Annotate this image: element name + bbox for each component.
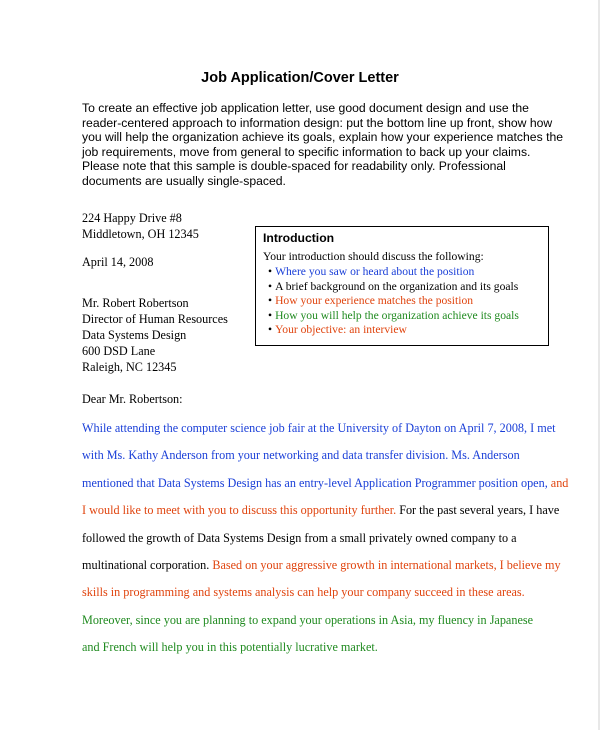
bullet-icon: • xyxy=(268,279,273,293)
letter-date xyxy=(82,254,153,270)
recipient-company: Data Systems Design xyxy=(82,328,187,342)
bullet-icon: • xyxy=(268,308,273,322)
body-line: mentioned that Data Systems Design has an entry-level Application Programmer position open, and xyxy=(82,475,569,490)
instructions-line: Please note that this sample is double-spaced for readability only. Professional xyxy=(82,159,506,174)
bullet-icon: • xyxy=(268,323,273,337)
date-text: April 14, 2008 xyxy=(82,255,154,269)
callout-list-item: • Where you saw or heard about the position xyxy=(268,265,475,278)
bullet-icon: • xyxy=(268,294,273,308)
instructions-line: you will help the organization achieve its goals, explain how your experience matches the xyxy=(82,130,564,145)
recipient-address xyxy=(82,295,228,375)
callout-lead: Your introduction should discuss the following: xyxy=(263,250,484,263)
body-line: Moreover, since you are planning to expand your operations in Asia, my fluency in Japanese xyxy=(82,612,534,627)
introduction-callout-box xyxy=(255,226,549,346)
body-line: followed the growth of Data Systems Design from a small privately owned company to a xyxy=(82,530,517,545)
instructions-paragraph xyxy=(82,101,562,189)
callout-list-item: • A brief background on the organization and its goals xyxy=(268,279,519,293)
sender-street: 224 Happy Drive #8 xyxy=(82,211,182,225)
letter-body-paragraph xyxy=(82,418,569,665)
body-line: While attending the computer science job fair at the University of Dayton on April 7, 2008, I met xyxy=(82,421,556,435)
document-title: Job Application/Cover Letter xyxy=(201,70,399,86)
sender-city: Middletown, OH 12345 xyxy=(82,227,199,241)
body-line: with Ms. Kathy Anderson from your networking and data transfer division. Ms. Anderson xyxy=(82,448,520,463)
recipient-street: 600 DSD Lane xyxy=(82,344,156,358)
instructions-line: documents are usually single-spaced. xyxy=(82,173,286,188)
recipient-city: Raleigh, NC 12345 xyxy=(82,360,177,374)
instructions-line: To create an effective job application letter, use good document design and use the xyxy=(82,101,529,115)
body-line: skills in programming and systems analysis can help your company succeed in these areas. xyxy=(82,585,525,600)
body-line: multinational corporation. Based on your aggressive growth in international markets, I believe my xyxy=(82,557,561,572)
instructions-line: job requirements, move from general to specific information to back up your claims. xyxy=(82,144,531,159)
body-line: and French will help you in this potentially lucrative market. xyxy=(82,640,378,655)
body-line: I would like to meet with you to discuss this opportunity further. For the past several years, I have xyxy=(82,503,560,518)
callout-list-item: • Your objective: an interview xyxy=(268,323,407,337)
recipient-name: Mr. Robert Robertson xyxy=(82,296,189,310)
instructions-line: reader-centered approach to information design: put the bottom line up front, show how xyxy=(82,115,553,130)
callout-heading: Introduction xyxy=(263,231,335,245)
bullet-icon: • xyxy=(268,265,273,278)
salutation: Dear Mr. Robertson: xyxy=(82,392,183,406)
callout-list-item: • How your experience matches the position xyxy=(268,294,474,308)
callout-list xyxy=(268,265,519,338)
callout-list-item: • How you will help the organization achieve its goals xyxy=(268,308,519,322)
sender-address xyxy=(82,210,199,242)
recipient-title: Director of Human Resources xyxy=(82,312,228,326)
